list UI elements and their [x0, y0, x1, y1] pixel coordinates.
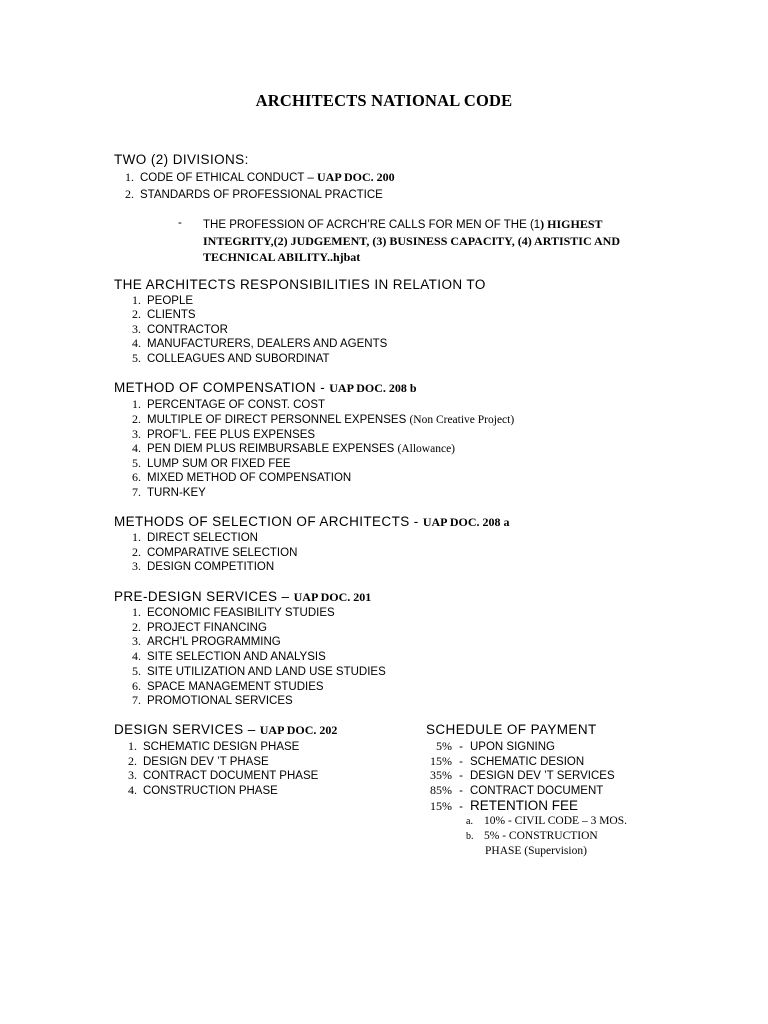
item-note: (Allowance): [397, 443, 456, 455]
divisions-heading: [114, 152, 249, 167]
subitem-letter: b.: [466, 831, 474, 842]
item-number: 5.: [132, 456, 141, 470]
list-item: [117, 605, 335, 620]
heading-text: METHODS OF SELECTION OF ARCHITECTS -: [114, 514, 423, 529]
item-text: CONSTRUCTION PHASE: [143, 785, 278, 797]
payment-dash: -: [459, 741, 463, 753]
item-text: SITE UTILIZATION AND LAND USE STUDIES: [147, 666, 386, 678]
profession-note: [203, 217, 643, 267]
subitem-text: PHASE (Supervision): [485, 845, 587, 857]
page-title: ARCHITECTS NATIONAL CODE: [255, 91, 513, 110]
item-number: 2.: [128, 754, 137, 768]
payment-percent: 85%: [430, 783, 452, 797]
item-number: 2.: [132, 620, 141, 634]
item-number: 6.: [132, 679, 141, 693]
doc-reference: UAP DOC. 208 a: [422, 515, 510, 529]
list-item: [117, 679, 324, 694]
item-number: 7.: [132, 485, 141, 499]
item-text: MIXED METHOD OF COMPENSATION: [147, 472, 352, 484]
list-item: [117, 649, 326, 664]
list-item: [117, 336, 387, 351]
doc-reference: UAP DOC. 202: [259, 723, 338, 737]
payment-label: SCHEMATIC DESION: [470, 756, 585, 768]
item-number: 1.: [132, 397, 141, 411]
payment-row: [408, 754, 584, 769]
item-number: 1.: [132, 605, 141, 619]
note-lead: THE PROFESSION OF ACRCH’RE CALLS FOR MEN OF THE (1: [203, 219, 541, 231]
list-item: [117, 351, 330, 366]
payment-percent: 15%: [430, 754, 452, 768]
selection-heading: [114, 514, 510, 530]
item-text: LUMP SUM OR FIXED FEE: [147, 458, 291, 470]
heading-text: PRE-DESIGN SERVICES –: [114, 589, 294, 604]
schedule-heading: SCHEDULE OF PAYMENT: [426, 722, 597, 737]
list-item: [117, 559, 274, 574]
item-number: 6.: [132, 470, 141, 484]
item-number: 2.: [132, 545, 141, 559]
list-item: [117, 293, 193, 308]
divisions-heading-text: TWO (2) DIVISIONS: [114, 152, 245, 167]
item-text: PERCENTAGE OF CONST. COST: [147, 399, 326, 411]
item-number: 1.: [132, 530, 141, 544]
list-item: [113, 768, 318, 783]
retention-subitem: [485, 845, 587, 857]
item-text: MANUFACTURERS, DEALERS AND AGENTS: [147, 338, 388, 350]
payment-row: [408, 798, 578, 814]
payment-row: [408, 783, 603, 798]
item-number: 1.: [132, 293, 141, 307]
item-text: SPACE MANAGEMENT STUDIES: [147, 681, 324, 693]
item-text: PROMOTIONAL SERVICES: [147, 695, 293, 707]
item-number: 4.: [132, 649, 141, 663]
item-text: DESIGN DEV ’T PHASE: [143, 756, 269, 768]
item-text: PROJECT FINANCING: [147, 622, 267, 634]
list-item: [117, 634, 281, 649]
item-text: PROF’L. FEE PLUS EXPENSES: [147, 429, 316, 441]
item-text: CONTRACT DOCUMENT PHASE: [143, 770, 319, 782]
list-item: [117, 427, 315, 442]
item-number: 7.: [132, 693, 141, 707]
item-number: 5.: [132, 351, 141, 365]
doc-reference: UAP DOC. 208 b: [329, 381, 417, 395]
item-number: 2.: [132, 307, 141, 321]
list-item: [117, 693, 293, 708]
payment-label: CONTRACT DOCUMENT: [470, 785, 604, 797]
item-note: (Non Creative Project): [409, 414, 515, 426]
item-text: ECONOMIC FEASIBILITY STUDIES: [147, 607, 335, 619]
doc-reference: UAP DOC. 201: [293, 590, 372, 604]
list-item: [117, 530, 258, 545]
payment-percent: 35%: [430, 768, 452, 782]
item-number: 2.: [132, 412, 141, 426]
list-item: [117, 456, 291, 471]
item-text: DIRECT SELECTION: [147, 532, 258, 544]
item-number: 3.: [132, 322, 141, 336]
note-bold: ) HIGHEST INTEGRITY,(2) JUDGEMENT, (3) BUSINESS CAPACITY, (4) ARTISTIC AND TECHNICAL ABILITY..hjbat: [203, 217, 620, 264]
retention-subitem: [466, 830, 598, 842]
compensation-heading: [114, 380, 417, 396]
item-number: 5.: [132, 664, 141, 678]
heading-text: DESIGN SERVICES –: [114, 722, 260, 737]
list-item: [117, 545, 297, 560]
item-number: 3.: [132, 559, 141, 573]
item-text: COMPARATIVE SELECTION: [147, 547, 298, 559]
item-text: DESIGN COMPETITION: [147, 561, 275, 573]
heading-text: METHOD OF COMPENSATION -: [114, 380, 330, 395]
item-number: 3.: [132, 634, 141, 648]
item-number: 4.: [132, 441, 141, 455]
item-number: 4.: [128, 783, 137, 797]
list-item: [117, 485, 206, 500]
retention-subitem: [466, 815, 627, 827]
item-text: TURN-KEY: [147, 487, 206, 499]
item-number: 1.: [128, 739, 137, 753]
payment-label: DESIGN DEV ’T SERVICES: [470, 770, 615, 782]
payment-row: [408, 768, 615, 783]
list-item: [113, 783, 278, 798]
list-item: [117, 397, 325, 412]
subitem-text: 10% - CIVIL CODE – 3 MOS.: [484, 815, 627, 827]
item-text: SCHEMATIC DESIGN PHASE: [143, 741, 300, 753]
list-item: [117, 322, 228, 337]
payment-dash: -: [459, 756, 463, 768]
item-number: 1.: [125, 170, 134, 184]
subitem-letter: a.: [466, 816, 473, 827]
payment-percent: 15%: [430, 799, 452, 813]
item-number: 4.: [132, 336, 141, 350]
list-item: [117, 620, 267, 635]
list-item: [110, 170, 395, 185]
item-text: SITE SELECTION AND ANALYSIS: [147, 651, 326, 663]
list-item: [117, 441, 455, 456]
doc-reference: UAP DOC. 200: [317, 170, 395, 184]
payment-dash: -: [459, 770, 463, 782]
item-number: 3.: [132, 427, 141, 441]
list-item: [113, 754, 269, 769]
payment-dash: -: [459, 785, 463, 797]
payment-label: RETENTION FEE: [470, 798, 579, 813]
item-text: ARCH’L PROGRAMMING: [147, 636, 281, 648]
item-text: CONTRACTOR: [147, 324, 228, 336]
item-number: 3.: [128, 768, 137, 782]
payment-row: [408, 739, 555, 754]
item-text: MULTIPLE OF DIRECT PERSONNEL EXPENSES: [147, 414, 410, 426]
item-text: PEN DIEM PLUS REIMBURSABLE EXPENSES: [147, 443, 398, 455]
design-heading: [114, 722, 337, 738]
list-item: [117, 664, 386, 679]
payment-label: UPON SIGNING: [470, 741, 555, 753]
note-dash: -: [178, 217, 182, 229]
list-item: [110, 187, 383, 202]
item-text: CODE OF ETHICAL CONDUCT –: [140, 172, 317, 184]
list-item: [117, 412, 514, 427]
payment-percent: 5%: [436, 739, 452, 753]
predesign-heading: [114, 589, 371, 605]
item-text: PEOPLE: [147, 295, 194, 307]
payment-dash: -: [459, 801, 463, 813]
subitem-text: 5% - CONSTRUCTION: [484, 830, 598, 842]
list-item: [113, 739, 299, 754]
item-number: 2.: [125, 187, 134, 201]
item-text: COLLEAGUES AND SUBORDINAT: [147, 353, 330, 365]
item-text: STANDARDS OF PROFESSIONAL PRACTICE: [140, 189, 383, 201]
responsibilities-heading: THE ARCHITECTS RESPONSIBILITIES IN RELATION TO: [114, 277, 486, 292]
list-item: [117, 307, 196, 322]
divisions-heading-colon: :: [244, 152, 249, 167]
list-item: [117, 470, 351, 485]
item-text: CLIENTS: [147, 309, 196, 321]
